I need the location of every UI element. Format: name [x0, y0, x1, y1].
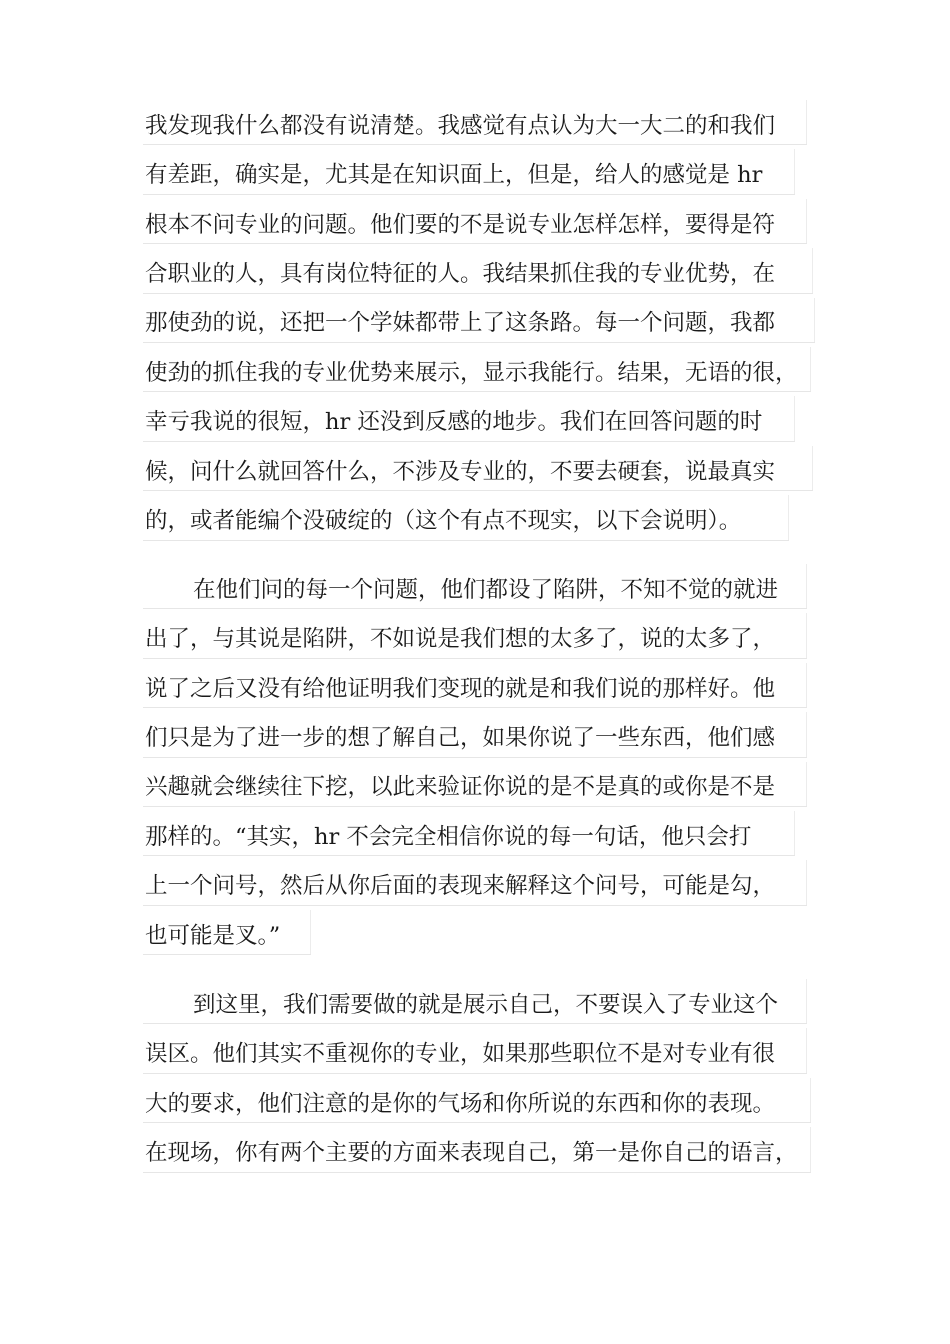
- text-line: [143, 195, 823, 244]
- text-line: [143, 609, 823, 658]
- line-text: 那使劲的说，还把一个学妹都带上了这条路。每一个问题，我都: [145, 310, 776, 337]
- text-line: [143, 906, 823, 955]
- text-line: [143, 491, 823, 540]
- line-text: 说了之后又没有给他证明我们变现的就是和我们说的那样好。他: [145, 675, 776, 702]
- line-text: 误区。他们其实不重视你的专业，如果那些职位不是对专业有很: [145, 1041, 776, 1068]
- text-line: [143, 758, 823, 807]
- text-line: [143, 1123, 823, 1172]
- paragraph-1: [143, 96, 823, 541]
- line-text: 使劲的抓住我的专业优势来展示，显示我能行。结果，无语的很，: [145, 359, 798, 386]
- line-text: 根本不问专业的问题。他们要的不是说专业怎样怎样，要得是符: [145, 211, 776, 238]
- text-line: [143, 96, 823, 145]
- text-line: [143, 807, 823, 856]
- paragraph-3: [143, 975, 823, 1173]
- text-line: [143, 244, 823, 293]
- line-text: 们只是为了进一步的想了解自己，如果你说了一些东西，他们感: [145, 725, 776, 752]
- line-text: 那样的。“其实，hr 不会完全相信你说的每一句话，他只会打: [145, 823, 752, 850]
- line-text: 在现场，你有两个主要的方面来表现自己，第一是你自己的语言，: [145, 1140, 798, 1167]
- line-text: 也可能是叉。”: [145, 922, 281, 949]
- text-line: [143, 659, 823, 708]
- line-text: 到这里，我们需要做的就是展示自己，不要误入了专业这个: [193, 991, 779, 1018]
- line-text: 兴趣就会继续往下挖，以此来验证你说的是不是真的或你是不是: [145, 774, 776, 801]
- line-text: 候，问什么就回答什么，不涉及专业的，不要去硬套，说最真实: [145, 458, 776, 485]
- text-line: [143, 560, 823, 609]
- line-text: 有差距，确实是，尤其是在知识面上，但是，给人的感觉是 hr: [145, 162, 763, 189]
- line-text: 幸亏我说的很短，hr 还没到反感的地步。我们在回答问题的时: [145, 409, 763, 436]
- text-line: [143, 294, 823, 343]
- text-line: [143, 856, 823, 905]
- text-line: [143, 442, 823, 491]
- text-line: [143, 1074, 823, 1123]
- line-text: 上一个问号，然后从你后面的表现来解释这个问号，可能是勾，: [145, 873, 776, 900]
- line-text: 在他们问的每一个问题，他们都设了陷阱，不知不觉的就进: [193, 576, 779, 603]
- text-line: [143, 343, 823, 392]
- line-text: 合职业的人，具有岗位特征的人。我结果抓住我的专业优势，在: [145, 261, 776, 288]
- text-line: [143, 392, 823, 441]
- line-text: 出了，与其说是陷阱，不如说是我们想的太多了，说的太多了，: [145, 626, 776, 653]
- line-text: 我发现我什么都没有说清楚。我感觉有点认为大一大二的和我们: [145, 112, 776, 139]
- line-text: 大的要求，他们注意的是你的气场和你所说的东西和你的表现。: [145, 1090, 776, 1117]
- line-text: 的，或者能编个没破绽的（这个有点不现实，以下会说明）。: [145, 508, 742, 535]
- text-line: [143, 145, 823, 194]
- text-line: [143, 708, 823, 757]
- paragraph-2: [143, 560, 823, 955]
- text-line: [143, 975, 823, 1024]
- text-line: [143, 1024, 823, 1073]
